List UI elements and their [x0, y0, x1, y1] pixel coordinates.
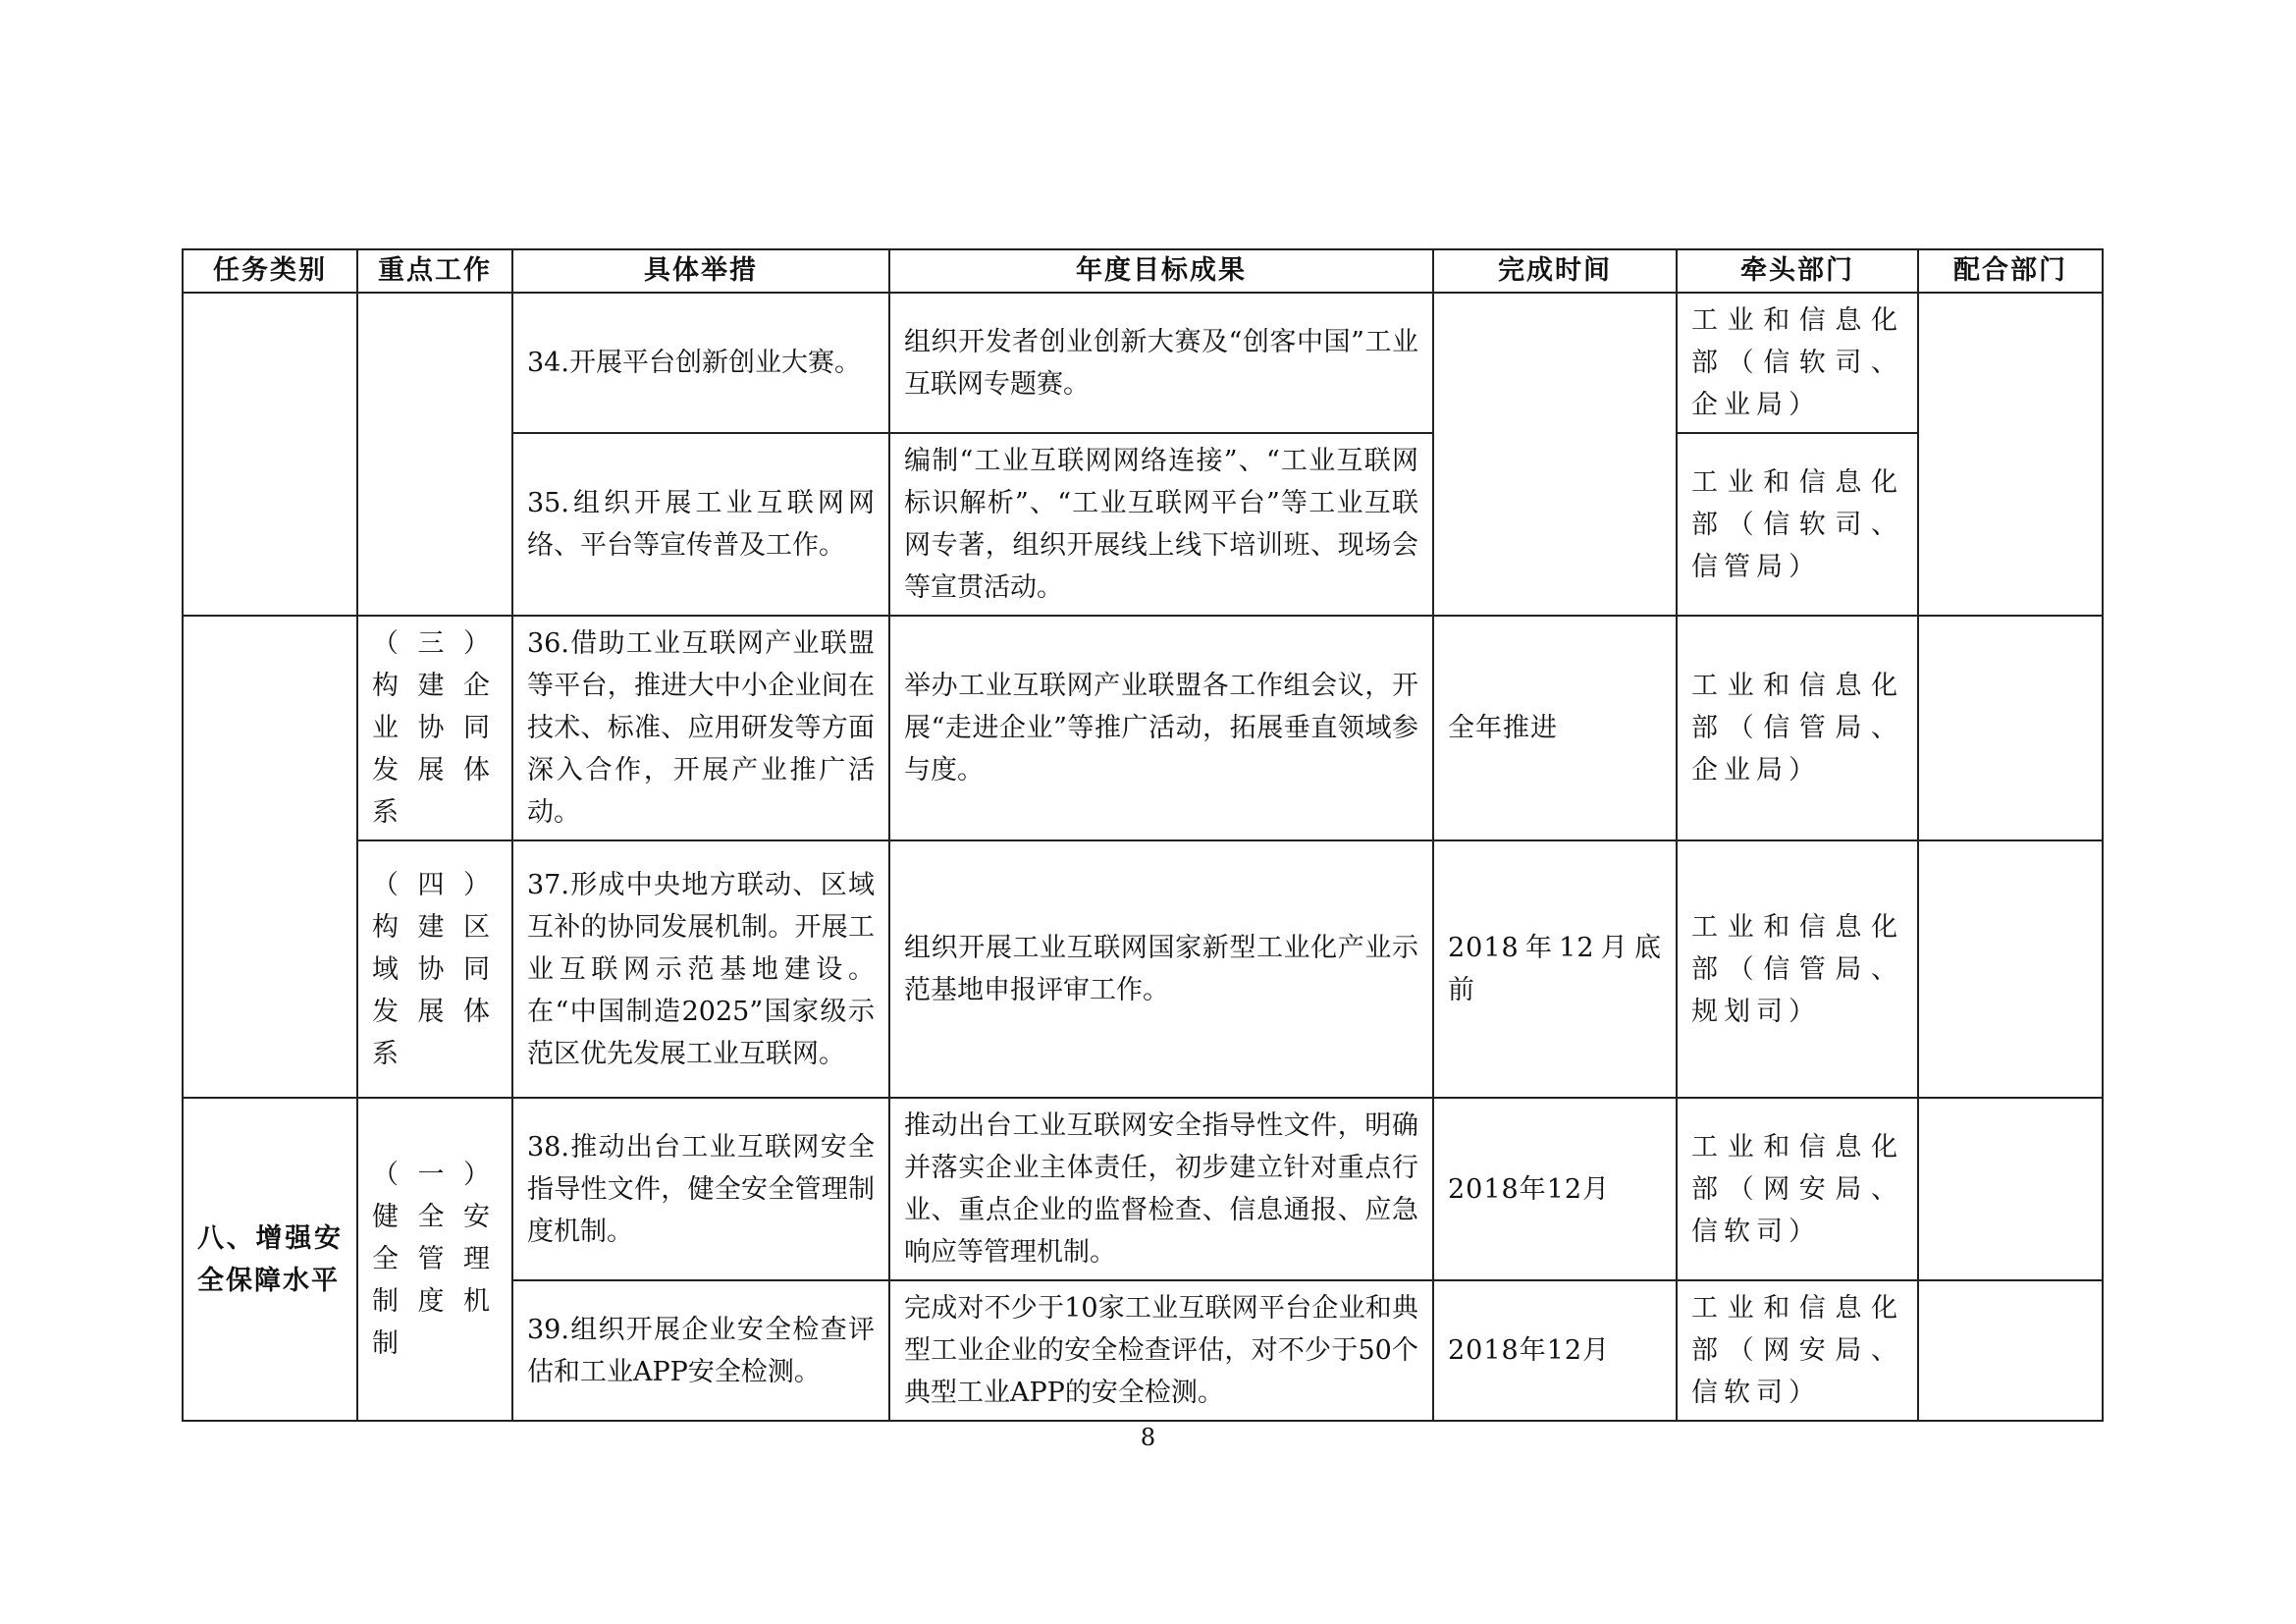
measure-cell: 36.借助工业互联网产业联盟等平台，推进大中小企业间在技术、标准、应用研发等方面深入合作，开展产业推广活动。: [512, 616, 889, 840]
time-cell-empty: [1433, 293, 1677, 616]
category-cell-empty: [183, 616, 357, 1098]
support-dept-cell: [1918, 840, 2103, 1098]
page-number: 8: [1140, 1424, 1156, 1451]
category-cell: 八、增强安全保障水平: [183, 1098, 357, 1421]
support-dept-cell: [1918, 293, 2103, 616]
category-cell-empty: [183, 293, 357, 616]
key-work-cell-empty: [357, 293, 512, 616]
key-work-cell: （四）构建区域协同发展体系: [357, 840, 512, 1098]
target-cell: 推动出台工业互联网安全指导性文件，明确并落实企业主体责任，初步建立针对重点行业、重点企业的监督检查、信息通报、应急响应等管理机制。: [889, 1098, 1433, 1280]
key-work-cell: （三）构建企业协同发展体系: [357, 616, 512, 840]
target-cell: 组织开发者创业创新大赛及“创客中国”工业互联网专题赛。: [889, 293, 1433, 433]
lead-dept-cell: 工业和信息化部（信软司、信管局）: [1677, 433, 1918, 616]
header-completion-time: 完成时间: [1433, 249, 1677, 293]
header-key-work: 重点工作: [357, 249, 512, 293]
target-cell: 举办工业互联网产业联盟各工作组会议，开展“走进企业”等推广活动，拓展垂直领域参与度。: [889, 616, 1433, 840]
measure-cell: 34.开展平台创新创业大赛。: [512, 293, 889, 433]
measure-cell: 37.形成中央地方联动、区域互补的协同发展机制。开展工业互联网示范基地建设。在“中国制造2025”国家级示范区优先发展工业互联网。: [512, 840, 889, 1098]
time-cell: 2018年12月: [1433, 1280, 1677, 1421]
lead-dept-cell: 工业和信息化部（网安局、信软司）: [1677, 1098, 1918, 1280]
time-cell: 2018年12月底前: [1433, 840, 1677, 1098]
time-cell: 2018年12月: [1433, 1098, 1677, 1280]
table-header-row: [183, 249, 2103, 293]
header-specific-measures: 具体举措: [512, 249, 889, 293]
lead-dept-cell: 工业和信息化部（信软司、企业局）: [1677, 293, 1918, 433]
lead-dept-cell: 工业和信息化部（网安局、信软司）: [1677, 1280, 1918, 1421]
support-dept-cell: [1918, 1098, 2103, 1280]
header-task-category: 任务类别: [183, 249, 357, 293]
table-row: [183, 1098, 2103, 1280]
task-table: [182, 248, 2104, 1422]
target-cell: 完成对不少于10家工业互联网平台企业和典型工业企业的安全检查评估，对不少于50个典型工业APP的安全检测。: [889, 1280, 1433, 1421]
table-row: [183, 840, 2103, 1098]
support-dept-cell: [1918, 616, 2103, 840]
lead-dept-cell: 工业和信息化部（信管局、规划司）: [1677, 840, 1918, 1098]
table-row: [183, 293, 2103, 433]
target-cell: 编制“工业互联网网络连接”、“工业互联网标识解析”、“工业互联网平台”等工业互联网专著，组织开展线上线下培训班、现场会等宣贯活动。: [889, 433, 1433, 616]
header-lead-department: 牵头部门: [1677, 249, 1918, 293]
key-work-cell: （一）健全安全管理制度机制: [357, 1098, 512, 1421]
time-cell: 全年推进: [1433, 616, 1677, 840]
lead-dept-cell: 工业和信息化部（信管局、企业局）: [1677, 616, 1918, 840]
measure-cell: 38.推动出台工业互联网安全指导性文件，健全安全管理制度机制。: [512, 1098, 889, 1280]
header-annual-target: 年度目标成果: [889, 249, 1433, 293]
target-cell: 组织开展工业互联网国家新型工业化产业示范基地申报评审工作。: [889, 840, 1433, 1098]
header-supporting-department: 配合部门: [1918, 249, 2103, 293]
table-row: [183, 616, 2103, 840]
measure-cell: 39.组织开展企业安全检查评估和工业APP安全检测。: [512, 1280, 889, 1421]
measure-cell: 35.组织开展工业互联网网络、平台等宣传普及工作。: [512, 433, 889, 616]
support-dept-cell: [1918, 1280, 2103, 1421]
